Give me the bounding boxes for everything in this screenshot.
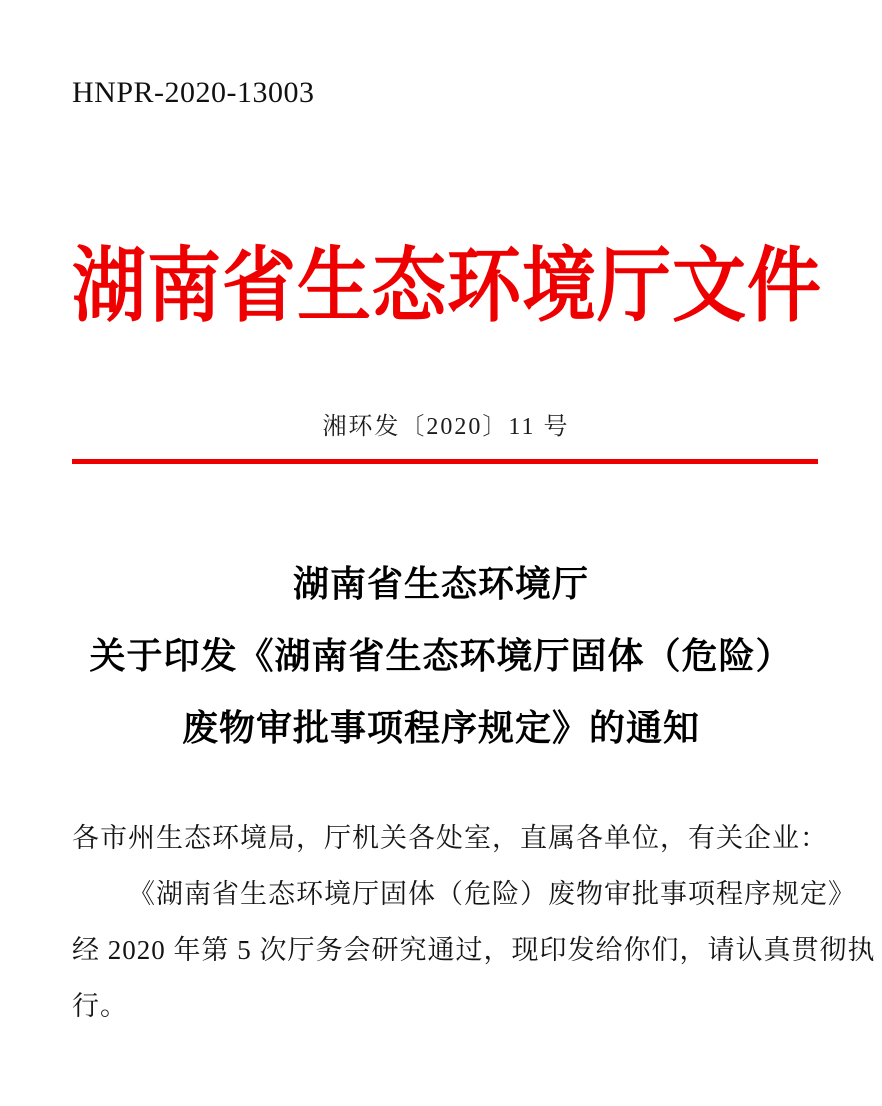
agency-letterhead-title: 湖南省生态环境厅文件 <box>72 242 822 333</box>
notice-title-block <box>42 548 840 764</box>
notice-title-line-3: 废物审批事项程序规定》的通知 <box>181 708 700 748</box>
document-registration-number: HNPR-2020-13003 <box>72 76 315 109</box>
notice-title-line-2: 关于印发《湖南省生态环境厅固体（危险） <box>89 636 793 676</box>
notice-title-line-1: 湖南省生态环境厅 <box>292 564 589 604</box>
body-paragraph-line: 行。 <box>72 991 128 1021</box>
body-salutation: 各市州生态环境局，厅机关各处室，直属各单位，有关企业： <box>72 823 828 853</box>
red-divider-line <box>72 459 818 464</box>
body-paragraph-line: 《湖南省生态环境厅固体（危险）废物审批事项程序规定》 <box>128 879 856 909</box>
document-body <box>72 810 876 1034</box>
body-paragraph-line: 经 2020 年第 5 次厅务会研究通过，现印发给你们，请认真贯彻执 <box>72 935 876 965</box>
document-issue-number: 湘环发〔2020〕11 号 <box>322 414 570 440</box>
